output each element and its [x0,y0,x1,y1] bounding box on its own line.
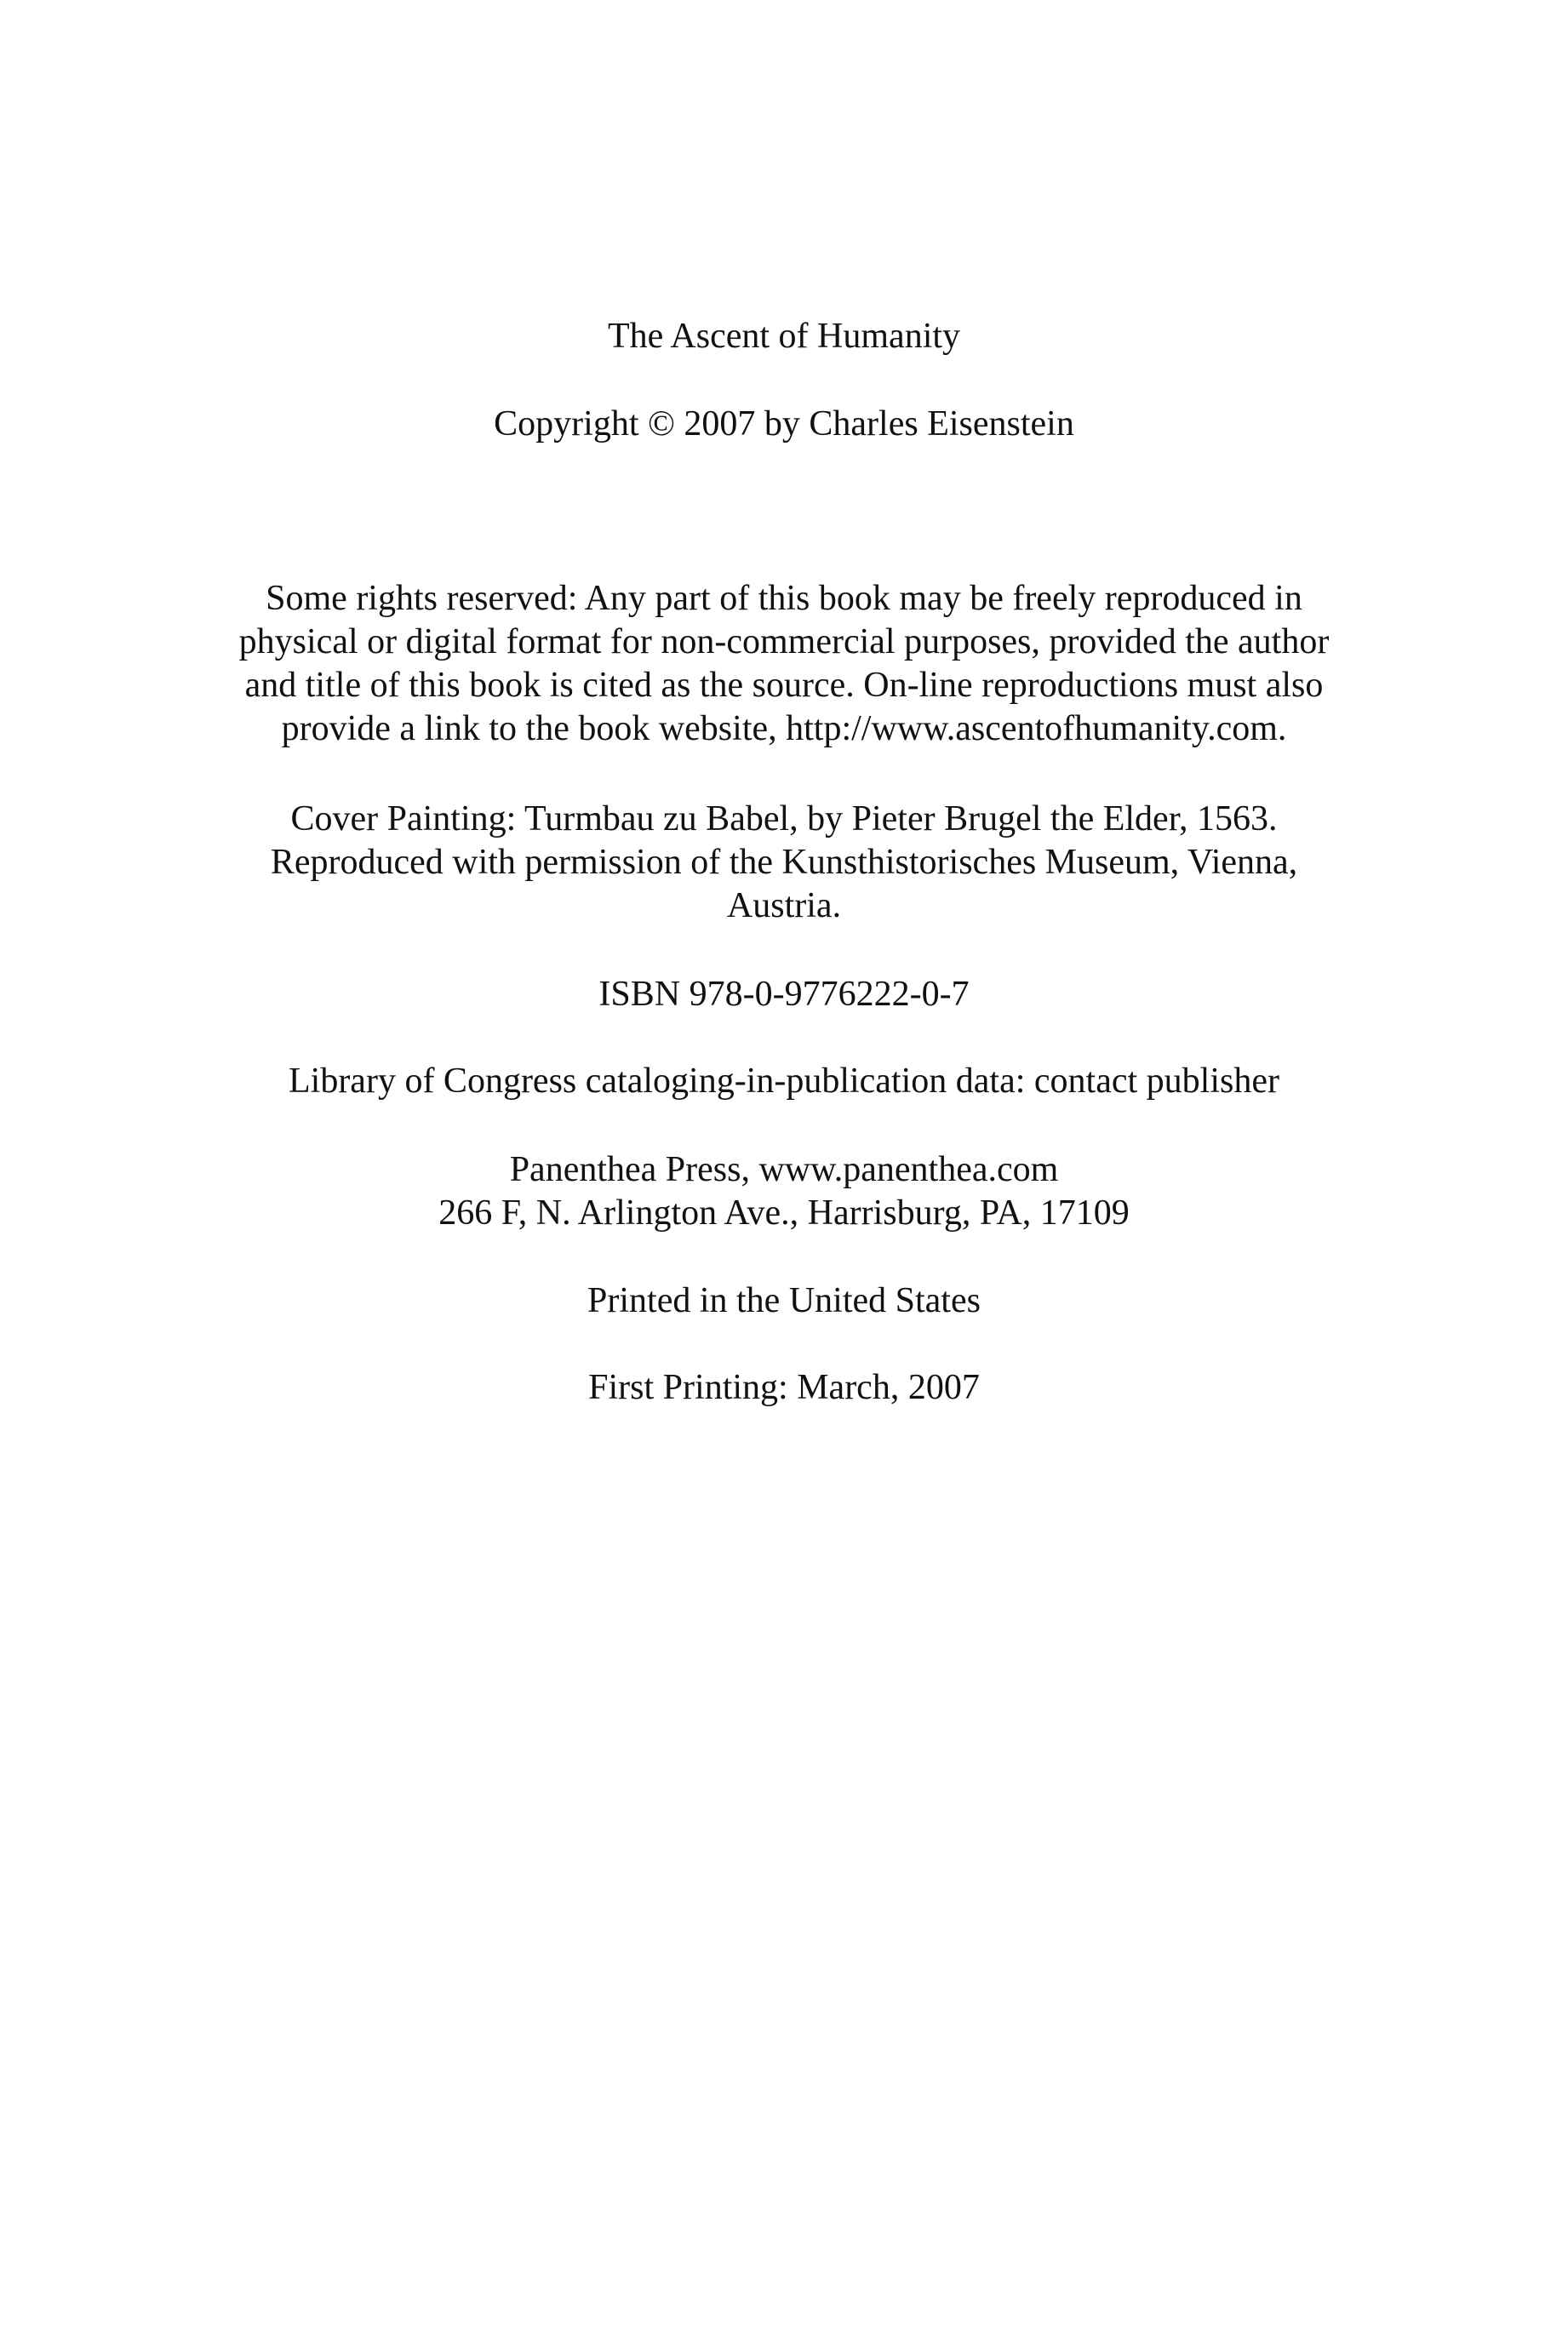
rights-paragraph [0,577,1568,751]
copyright-notice [0,403,1568,446]
copyright-text: Copyright © 2007 by Charles Eisenstein [494,404,1074,444]
rights-line: Some rights reserved: Any part of this book may be freely reproduced in [266,579,1302,618]
first-printing [0,1366,1568,1410]
rights-line: and title of this book is cited as the source. On-line reproductions must also [244,666,1324,705]
publisher-line: 266 F, N. Arlington Ave., Harrisburg, PA, 17109 [438,1193,1130,1233]
first-printing-text: First Printing: March, 2007 [588,1368,980,1407]
rights-line: physical or digital format for non-commercial purposes, provided the author [238,622,1330,661]
publisher-info [0,1148,1568,1235]
rights-line: provide a link to the book website, http://www.ascentofhumanity.com. [281,709,1287,748]
printed-in [0,1279,1568,1323]
cover-credit [0,798,1568,928]
cover-credit-line: Cover Painting: Turmbau zu Babel, by Pieter Brugel the Elder, 1563. [290,799,1278,838]
book-title-text: The Ascent of Humanity [607,317,961,356]
publisher-line: Panenthea Press, www.panenthea.com [509,1150,1059,1189]
cover-credit-line: Austria. [726,886,842,925]
loc-data [0,1060,1568,1103]
isbn [0,973,1568,1016]
cover-credit-line: Reproduced with permission of the Kunsthistorisches Museum, Vienna, [270,843,1298,882]
book-title [0,315,1568,358]
loc-text: Library of Congress cataloging-in-publication data: contact publisher [289,1062,1279,1101]
printed-in-text: Printed in the United States [587,1281,981,1320]
isbn-text: ISBN 978-0-9776222-0-7 [598,975,970,1014]
